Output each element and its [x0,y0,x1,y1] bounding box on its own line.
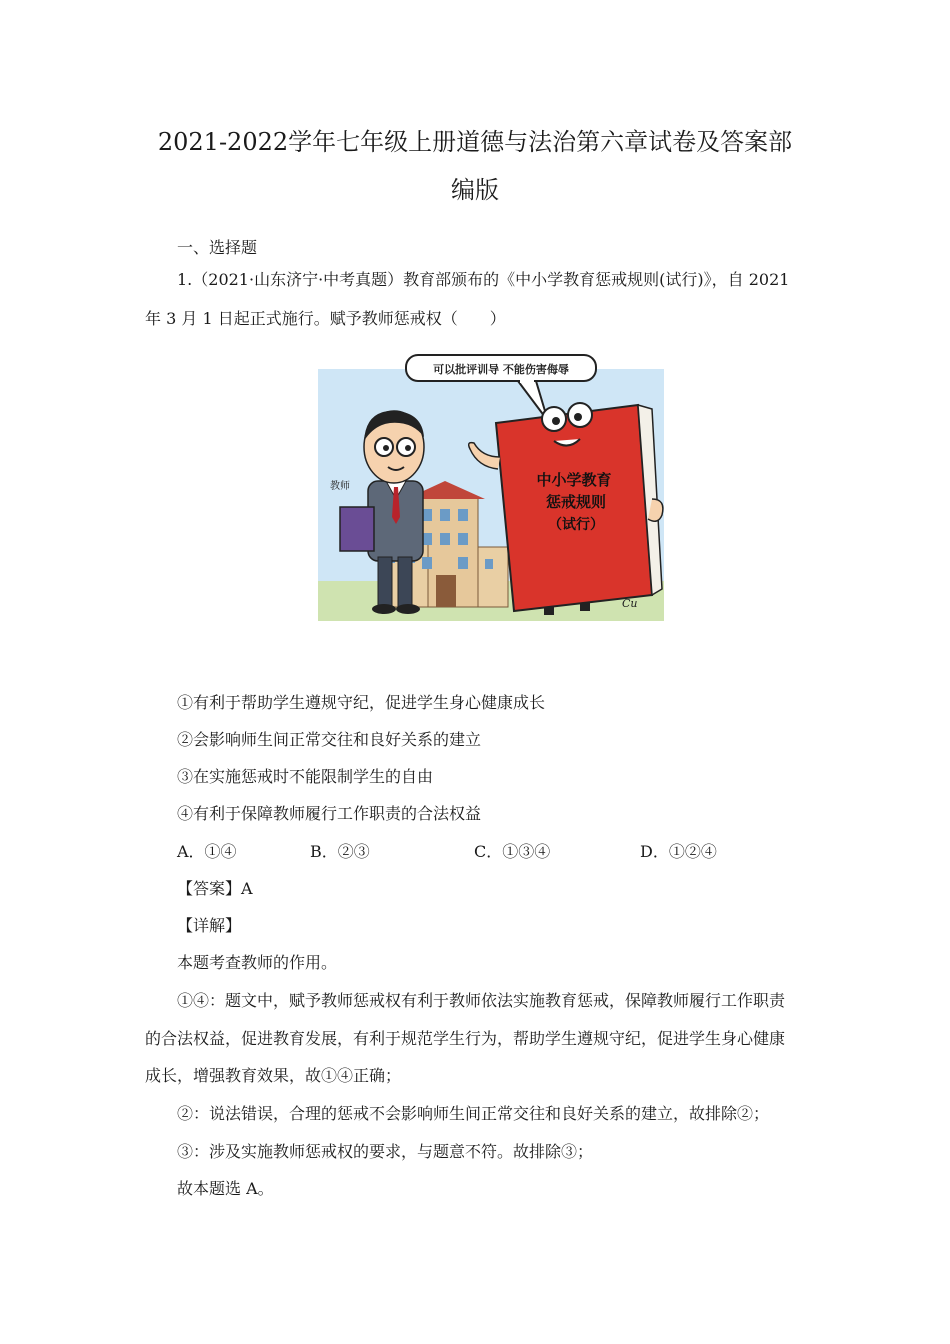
explanation-line-6: ③：涉及实施教师惩戒权的要求，与题意不符。故排除③； [177,1142,594,1161]
bubble-text: 可以批评训导 不能伤害侮辱 [433,363,569,376]
explanation-line-3: 的合法权益，促进教育发展，有利于规范学生行为，帮助学生遵规守纪，促进学生身心健康 [145,1029,786,1048]
question-1-line-2: 年 3 月 1 日起正式施行。赋予教师惩戒权（ ） [145,309,506,328]
artist-signature: Cu [622,597,638,610]
statement-2: ②会影响师生间正常交往和良好关系的建立 [177,730,482,749]
book-title-line-1: 中小学教育 [536,471,612,489]
statement-1: ①有利于帮助学生遵规守纪，促进学生身心健康成长 [177,693,546,712]
detail-header: 【详解】 [177,916,242,935]
explanation-line-4: 成长，增强教育效果，故①④正确； [145,1066,402,1085]
explanation-line-1: 本题考查教师的作用。 [177,953,338,972]
statement-3: ③在实施惩戒时不能限制学生的自由 [177,767,434,786]
question-1-line-1: 1.（2021·山东济宁·中考真题）教育部颁布的《中小学教育惩戒规则(试行)》，自 2021 [177,270,790,289]
option-a: A．①④ [177,842,237,861]
explanation-line-7: 故本题选 A。 [177,1179,274,1198]
cartoon-illustration [318,349,664,621]
explanation-line-2: ①④：题文中，赋予教师惩戒权有利于教师依法实施教育惩戒，保障教师履行工作职责 [177,991,786,1010]
option-d: D．①②④ [640,842,717,861]
document-title-line-1: 2021-2022学年七年级上册道德与法治第六章试卷及答案部 [157,128,793,156]
answer-line: 【答案】A [177,879,253,898]
book-title-line-3: （试行） [548,517,604,533]
teacher-label-char-1: 教师 [330,481,350,492]
explanation-line-5: ②：说法错误，合理的惩戒不会影响师生间正常交往和良好关系的建立，故排除②； [177,1104,770,1123]
book-in-hand [340,507,374,551]
section-heading: 一、选择题 [177,238,258,257]
book-title-line-2: 惩戒规则 [545,493,607,511]
document-title-line-2: 编版 [451,176,499,204]
option-c: C．①③④ [474,842,551,861]
option-b: B．②③ [310,842,370,861]
statement-4: ④有利于保障教师履行工作职责的合法权益 [177,804,482,823]
